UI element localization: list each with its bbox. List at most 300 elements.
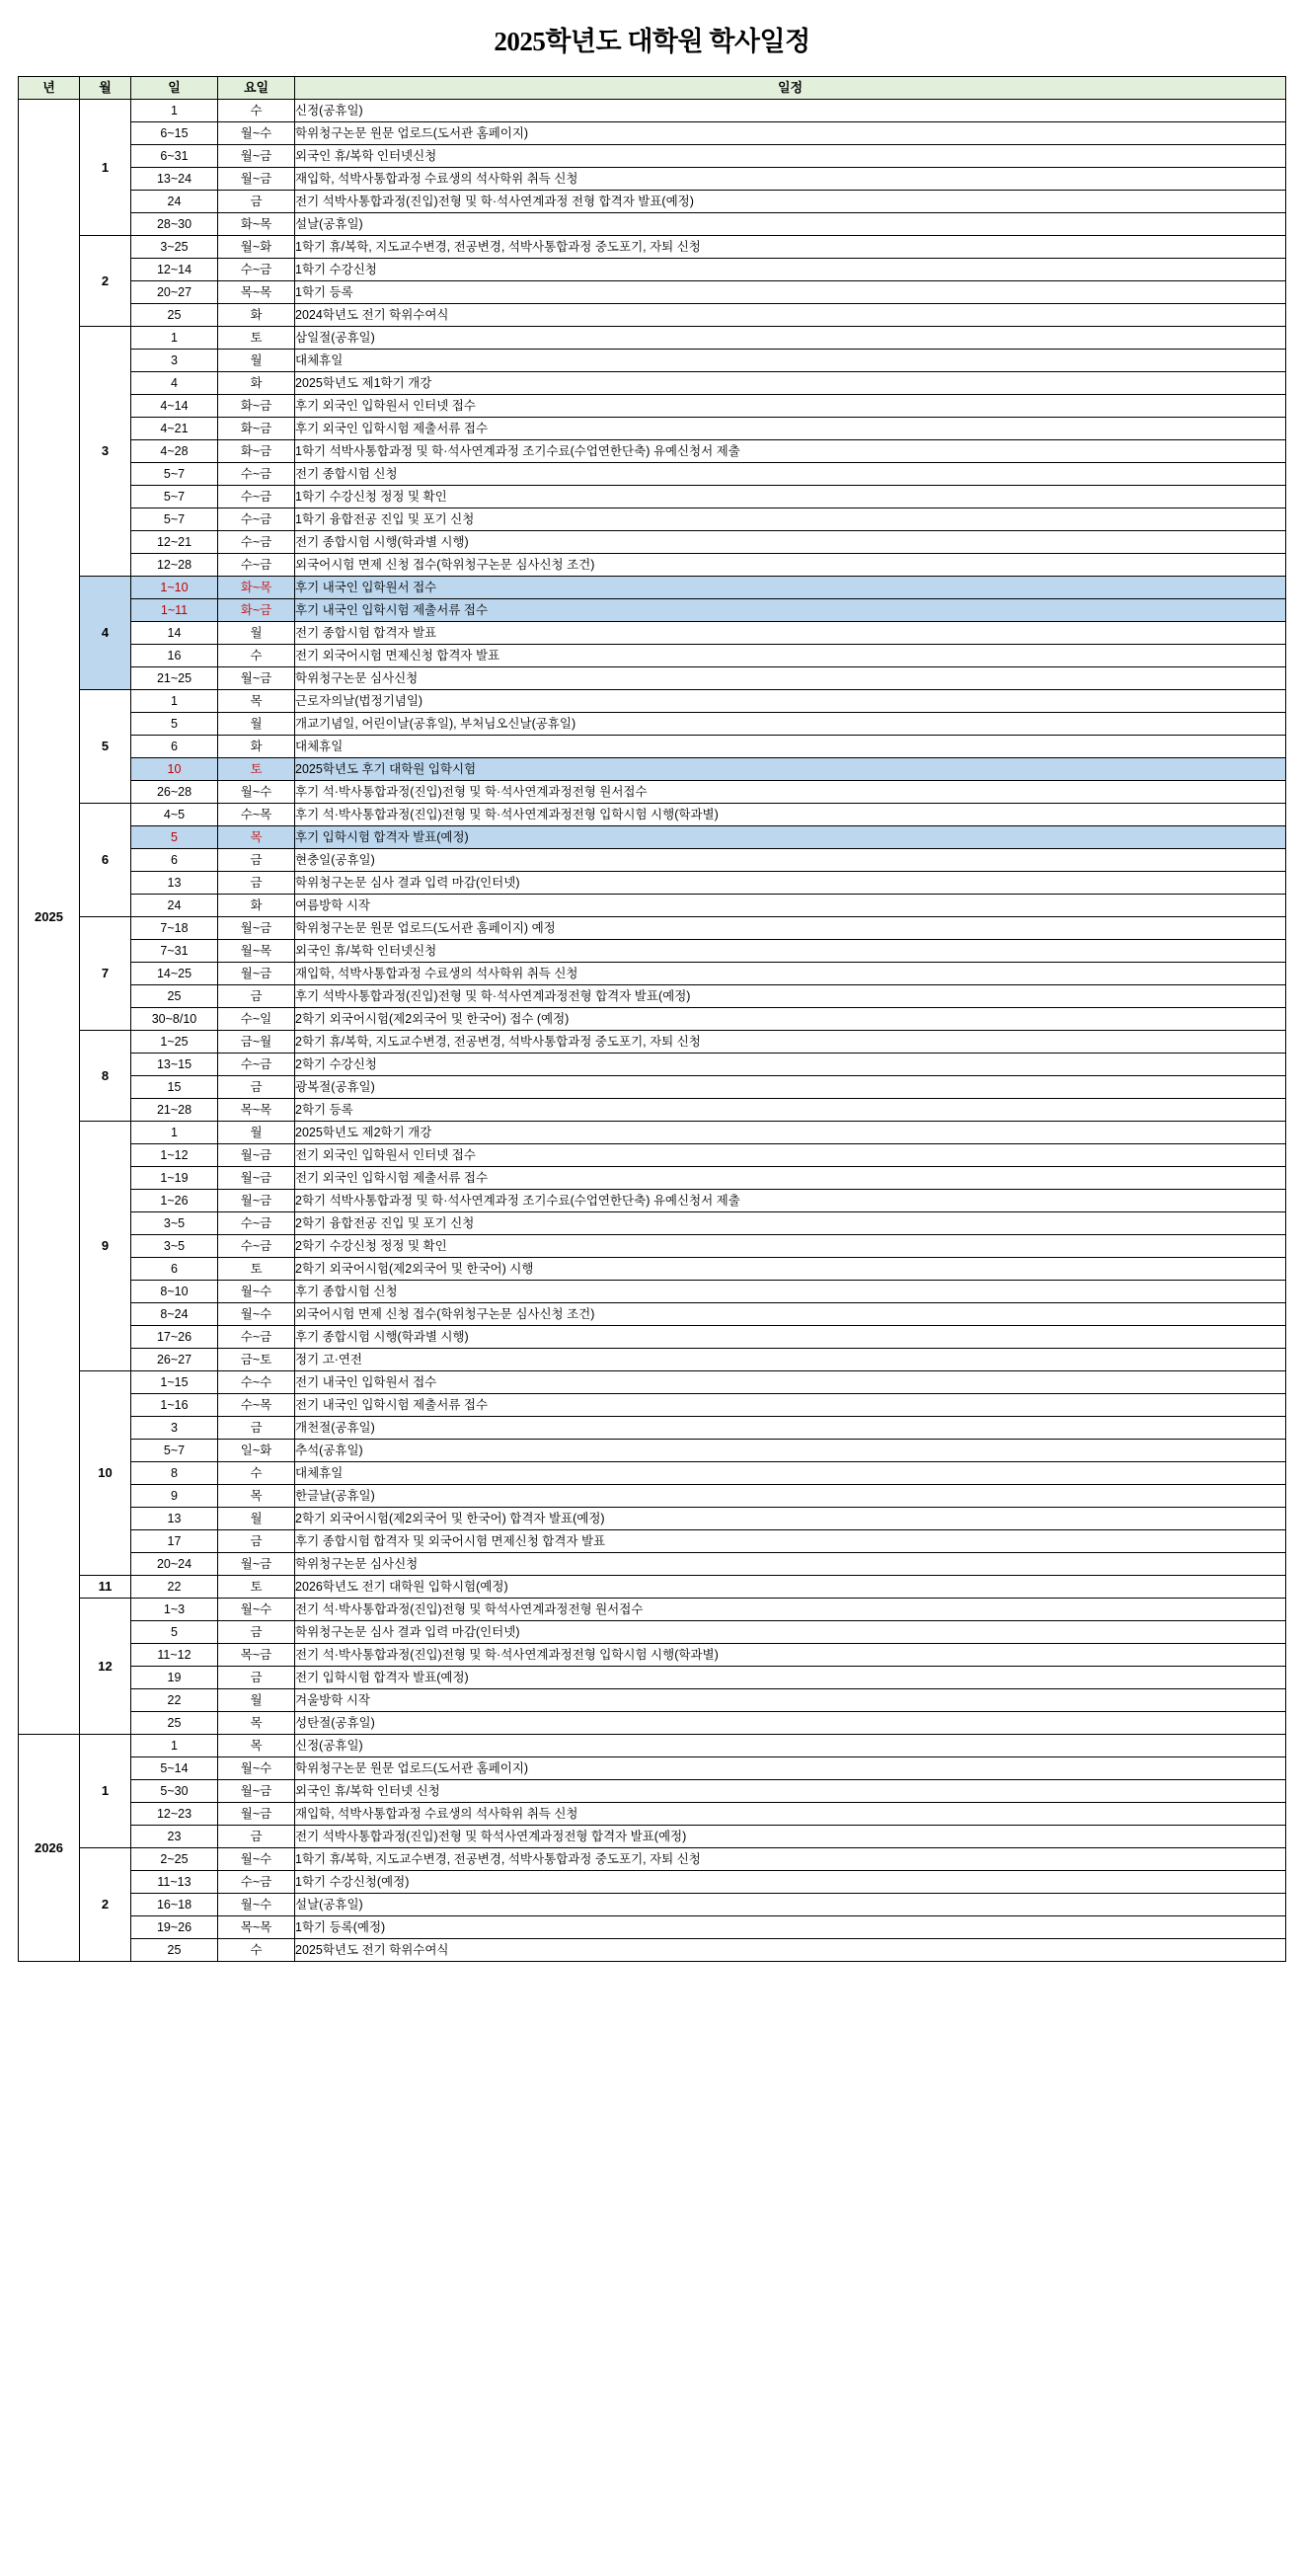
day-cell: 6 — [131, 1258, 218, 1281]
table-row — [19, 531, 1286, 554]
table-row — [19, 1212, 1286, 1235]
event-cell: 정기 고·연전 — [295, 1349, 1286, 1371]
table-row — [19, 1440, 1286, 1462]
table-row — [19, 577, 1286, 599]
table-row — [19, 1008, 1286, 1031]
event-cell: 학위청구논문 심사 결과 입력 마감(인터넷) — [295, 1621, 1286, 1644]
event-cell: 겨울방학 시작 — [295, 1689, 1286, 1712]
table-row — [19, 1939, 1286, 1962]
weekday-cell: 토 — [218, 327, 295, 350]
day-cell: 23 — [131, 1826, 218, 1848]
weekday-cell: 금 — [218, 191, 295, 213]
day-cell: 4~5 — [131, 804, 218, 826]
header-row — [19, 77, 1286, 100]
day-cell: 4 — [131, 372, 218, 395]
table-row — [19, 1462, 1286, 1485]
table-row — [19, 1826, 1286, 1848]
table-row — [19, 872, 1286, 895]
weekday-cell: 금~토 — [218, 1349, 295, 1371]
day-cell: 5~7 — [131, 463, 218, 486]
weekday-cell: 목 — [218, 1485, 295, 1508]
weekday-cell: 월 — [218, 1122, 295, 1144]
event-cell: 2학기 융합전공 진입 및 포기 신청 — [295, 1212, 1286, 1235]
day-cell: 30~8/10 — [131, 1008, 218, 1031]
weekday-cell: 월~금 — [218, 667, 295, 690]
table-row — [19, 122, 1286, 145]
event-cell: 학위청구논문 심사신청 — [295, 667, 1286, 690]
weekday-cell: 목 — [218, 1735, 295, 1757]
day-cell: 8~10 — [131, 1281, 218, 1303]
weekday-cell: 월~금 — [218, 1553, 295, 1576]
weekday-cell: 목~목 — [218, 1099, 295, 1122]
day-cell: 6~31 — [131, 145, 218, 168]
weekday-cell: 수~금 — [218, 1871, 295, 1894]
weekday-cell: 월 — [218, 622, 295, 645]
day-cell: 7~31 — [131, 940, 218, 963]
day-cell: 25 — [131, 1939, 218, 1962]
day-cell: 14 — [131, 622, 218, 645]
day-cell: 12~23 — [131, 1803, 218, 1826]
day-cell: 12~21 — [131, 531, 218, 554]
weekday-cell: 수~금 — [218, 1212, 295, 1235]
day-cell: 13 — [131, 872, 218, 895]
day-cell: 1~15 — [131, 1371, 218, 1394]
weekday-cell: 월 — [218, 713, 295, 736]
weekday-cell: 수~목 — [218, 1394, 295, 1417]
table-row — [19, 1712, 1286, 1735]
day-cell: 5~7 — [131, 1440, 218, 1462]
event-cell: 전기 외국어시험 면제신청 합격자 발표 — [295, 645, 1286, 667]
table-row — [19, 1894, 1286, 1916]
event-cell: 외국인 휴/복학 인터넷 신청 — [295, 1780, 1286, 1803]
month-cell: 11 — [80, 1576, 131, 1599]
event-cell: 외국인 휴/복학 인터넷신청 — [295, 940, 1286, 963]
table-row — [19, 849, 1286, 872]
weekday-cell: 수~수 — [218, 1371, 295, 1394]
month-cell: 1 — [80, 1735, 131, 1848]
table-row — [19, 1303, 1286, 1326]
event-cell: 후기 외국인 입학시험 제출서류 접수 — [295, 418, 1286, 440]
weekday-cell: 월~금 — [218, 168, 295, 191]
event-cell: 1학기 등록(예정) — [295, 1916, 1286, 1939]
table-row — [19, 1553, 1286, 1576]
table-row — [19, 667, 1286, 690]
day-cell: 19~26 — [131, 1916, 218, 1939]
weekday-cell: 토 — [218, 1258, 295, 1281]
weekday-cell: 월~금 — [218, 1144, 295, 1167]
table-row — [19, 1689, 1286, 1712]
column-header-day: 일 — [131, 77, 218, 100]
table-row — [19, 1076, 1286, 1099]
event-cell: 전기 외국인 입학시험 제출서류 접수 — [295, 1167, 1286, 1190]
event-cell: 1학기 수강신청 — [295, 259, 1286, 281]
day-cell: 4~28 — [131, 440, 218, 463]
weekday-cell: 월~수 — [218, 1757, 295, 1780]
event-cell: 1학기 휴/복학, 지도교수변경, 전공변경, 석박사통합과정 중도포기, 자퇴 신청 — [295, 1848, 1286, 1871]
day-cell: 1 — [131, 690, 218, 713]
event-cell: 전기 내국인 입학시험 제출서류 접수 — [295, 1394, 1286, 1417]
day-cell: 3~5 — [131, 1212, 218, 1235]
column-header-year: 년 — [19, 77, 80, 100]
day-cell: 5~14 — [131, 1757, 218, 1780]
weekday-cell: 금 — [218, 1417, 295, 1440]
event-cell: 전기 외국인 입학원서 인터넷 접수 — [295, 1144, 1286, 1167]
event-cell: 1학기 융합전공 진입 및 포기 신청 — [295, 508, 1286, 531]
page-title: 2025학년도 대학원 학사일정 — [494, 27, 810, 56]
table-row — [19, 508, 1286, 531]
event-cell: 전기 종합시험 시행(학과별 시행) — [295, 531, 1286, 554]
day-cell: 26~27 — [131, 1349, 218, 1371]
event-cell: 후기 종합시험 신청 — [295, 1281, 1286, 1303]
table-row — [19, 1258, 1286, 1281]
table-row — [19, 1167, 1286, 1190]
weekday-cell: 수 — [218, 1939, 295, 1962]
weekday-cell: 월 — [218, 1508, 295, 1530]
day-cell: 1~12 — [131, 1144, 218, 1167]
day-cell: 24 — [131, 191, 218, 213]
table-row — [19, 826, 1286, 849]
year-cell: 2025 — [19, 100, 80, 1735]
event-cell: 2025학년도 제1학기 개강 — [295, 372, 1286, 395]
weekday-cell: 수~금 — [218, 259, 295, 281]
day-cell: 1 — [131, 100, 218, 122]
weekday-cell: 수~금 — [218, 486, 295, 508]
table-row — [19, 463, 1286, 486]
event-cell: 1학기 석박사통합과정 및 학·석사연계과정 조기수료(수업연한단축) 유예신청서 제출 — [295, 440, 1286, 463]
day-cell: 25 — [131, 1712, 218, 1735]
event-cell: 신정(공휴일) — [295, 100, 1286, 122]
day-cell: 7~18 — [131, 917, 218, 940]
table-row — [19, 1281, 1286, 1303]
weekday-cell: 화 — [218, 736, 295, 758]
day-cell: 21~28 — [131, 1099, 218, 1122]
weekday-cell: 금 — [218, 985, 295, 1008]
day-cell: 6 — [131, 736, 218, 758]
day-cell: 12~14 — [131, 259, 218, 281]
day-cell: 28~30 — [131, 213, 218, 236]
day-cell: 16~18 — [131, 1894, 218, 1916]
column-header-event: 일정 — [295, 77, 1286, 100]
table-row — [19, 1667, 1286, 1689]
day-cell: 17~26 — [131, 1326, 218, 1349]
table-row — [19, 917, 1286, 940]
table-row — [19, 145, 1286, 168]
weekday-cell: 월~금 — [218, 1190, 295, 1212]
day-cell: 1~19 — [131, 1167, 218, 1190]
table-row — [19, 1417, 1286, 1440]
event-cell: 현충일(공휴일) — [295, 849, 1286, 872]
weekday-cell: 수~목 — [218, 804, 295, 826]
weekday-cell: 토 — [218, 1576, 295, 1599]
table-row — [19, 1144, 1286, 1167]
table-row — [19, 1871, 1286, 1894]
day-cell: 6~15 — [131, 122, 218, 145]
table-row — [19, 736, 1286, 758]
weekday-cell: 화 — [218, 895, 295, 917]
table-row — [19, 1644, 1286, 1667]
weekday-cell: 화~금 — [218, 395, 295, 418]
weekday-cell: 월~수 — [218, 1303, 295, 1326]
month-cell: 2 — [80, 1848, 131, 1962]
day-cell: 20~24 — [131, 1553, 218, 1576]
event-cell: 학위청구논문 원문 업로드(도서관 홈페이지) — [295, 1757, 1286, 1780]
table-row — [19, 804, 1286, 826]
event-cell: 전기 입학시험 합격자 발표(예정) — [295, 1667, 1286, 1689]
weekday-cell: 화~금 — [218, 440, 295, 463]
table-row — [19, 281, 1286, 304]
weekday-cell: 목~목 — [218, 1916, 295, 1939]
event-cell: 한글날(공휴일) — [295, 1485, 1286, 1508]
day-cell: 25 — [131, 985, 218, 1008]
day-cell: 26~28 — [131, 781, 218, 804]
column-header-weekday: 요일 — [218, 77, 295, 100]
event-cell: 후기 외국인 입학원서 인터넷 접수 — [295, 395, 1286, 418]
event-cell: 전기 석·박사통합과정(진입)전형 및 학·석사연계과정전형 입학시험 시행(학과별) — [295, 1644, 1286, 1667]
event-cell: 2학기 석박사통합과정 및 학·석사연계과정 조기수료(수업연한단축) 유예신청서 제출 — [295, 1190, 1286, 1212]
event-cell: 후기 입학시험 합격자 발표(예정) — [295, 826, 1286, 849]
table-row — [19, 599, 1286, 622]
table-row — [19, 1031, 1286, 1054]
weekday-cell: 월~금 — [218, 917, 295, 940]
day-cell: 5 — [131, 1621, 218, 1644]
weekday-cell: 화 — [218, 304, 295, 327]
table-row — [19, 236, 1286, 259]
weekday-cell: 월 — [218, 350, 295, 372]
day-cell: 1 — [131, 1122, 218, 1144]
event-cell: 설날(공휴일) — [295, 213, 1286, 236]
event-cell: 2024학년도 전기 학위수여식 — [295, 304, 1286, 327]
weekday-cell: 수~일 — [218, 1008, 295, 1031]
weekday-cell: 금 — [218, 1530, 295, 1553]
weekday-cell: 금 — [218, 1621, 295, 1644]
table-row — [19, 1576, 1286, 1599]
table-row — [19, 985, 1286, 1008]
academic-calendar-table — [18, 76, 1286, 1962]
table-row — [19, 690, 1286, 713]
weekday-cell: 화~금 — [218, 599, 295, 622]
event-cell: 전기 석·박사통합과정(진입)전형 및 학석사연계과정전형 원서접수 — [295, 1599, 1286, 1621]
year-cell: 2026 — [19, 1735, 80, 1962]
table-row — [19, 486, 1286, 508]
weekday-cell: 월~수 — [218, 1848, 295, 1871]
event-cell: 재입학, 석박사통합과정 수료생의 석사학위 취득 신청 — [295, 1803, 1286, 1826]
day-cell: 1 — [131, 1735, 218, 1757]
event-cell: 1학기 수강신청 정정 및 확인 — [295, 486, 1286, 508]
event-cell: 2학기 외국어시험(제2외국어 및 한국어) 합격자 발표(예정) — [295, 1508, 1286, 1530]
table-header — [19, 77, 1286, 100]
event-cell: 후기 석·박사통합과정(진입)전형 및 학·석사연계과정전형 입학시험 시행(학과별) — [295, 804, 1286, 826]
event-cell: 2학기 외국어시험(제2외국어 및 한국어) 시행 — [295, 1258, 1286, 1281]
table-row — [19, 1099, 1286, 1122]
event-cell: 전기 종합시험 합격자 발표 — [295, 622, 1286, 645]
weekday-cell: 월~화 — [218, 236, 295, 259]
event-cell: 전기 종합시험 신청 — [295, 463, 1286, 486]
weekday-cell: 금 — [218, 1826, 295, 1848]
event-cell: 외국어시험 면제 신청 접수(학위청구논문 심사신청 조건) — [295, 1303, 1286, 1326]
table-row — [19, 1735, 1286, 1757]
day-cell: 11~13 — [131, 1871, 218, 1894]
day-cell: 1~3 — [131, 1599, 218, 1621]
event-cell: 후기 석박사통합과정(진입)전형 및 학·석사연계과정전형 합격자 발표(예정) — [295, 985, 1286, 1008]
day-cell: 4~21 — [131, 418, 218, 440]
event-cell: 설날(공휴일) — [295, 1894, 1286, 1916]
event-cell: 전기 석박사통합과정(진입)전형 및 학·석사연계과정 전형 합격자 발표(예정) — [295, 191, 1286, 213]
day-cell: 11~12 — [131, 1644, 218, 1667]
table-row — [19, 781, 1286, 804]
day-cell: 1~26 — [131, 1190, 218, 1212]
weekday-cell: 월~목 — [218, 940, 295, 963]
event-cell: 2학기 등록 — [295, 1099, 1286, 1122]
month-cell: 8 — [80, 1031, 131, 1122]
event-cell: 2025학년도 전기 학위수여식 — [295, 1939, 1286, 1962]
month-cell: 6 — [80, 804, 131, 917]
table-row — [19, 645, 1286, 667]
event-cell: 전기 내국인 입학원서 접수 — [295, 1371, 1286, 1394]
weekday-cell: 수~금 — [218, 554, 295, 577]
event-cell: 성탄절(공휴일) — [295, 1712, 1286, 1735]
day-cell: 13 — [131, 1508, 218, 1530]
event-cell: 2학기 외국어시험(제2외국어 및 한국어) 접수 (예정) — [295, 1008, 1286, 1031]
table-row — [19, 1371, 1286, 1394]
weekday-cell: 월~수 — [218, 1281, 295, 1303]
day-cell: 8~24 — [131, 1303, 218, 1326]
weekday-cell: 월~수 — [218, 781, 295, 804]
day-cell: 5 — [131, 826, 218, 849]
event-cell: 후기 종합시험 시행(학과별 시행) — [295, 1326, 1286, 1349]
day-cell: 20~27 — [131, 281, 218, 304]
table-row — [19, 213, 1286, 236]
weekday-cell: 목~목 — [218, 281, 295, 304]
day-cell: 22 — [131, 1576, 218, 1599]
weekday-cell: 금 — [218, 1667, 295, 1689]
table-row — [19, 940, 1286, 963]
day-cell: 6 — [131, 849, 218, 872]
day-cell: 8 — [131, 1462, 218, 1485]
table-row — [19, 304, 1286, 327]
day-cell: 1~10 — [131, 577, 218, 599]
weekday-cell: 목 — [218, 826, 295, 849]
weekday-cell: 목 — [218, 1712, 295, 1735]
month-cell: 5 — [80, 690, 131, 804]
weekday-cell: 목~금 — [218, 1644, 295, 1667]
table-row — [19, 100, 1286, 122]
day-cell: 24 — [131, 895, 218, 917]
day-cell: 3~5 — [131, 1235, 218, 1258]
event-cell: 2026학년도 전기 대학원 입학시험(예정) — [295, 1576, 1286, 1599]
table-row — [19, 1349, 1286, 1371]
table-row — [19, 1916, 1286, 1939]
day-cell: 1 — [131, 327, 218, 350]
weekday-cell: 수~금 — [218, 1054, 295, 1076]
weekday-cell: 금 — [218, 1076, 295, 1099]
day-cell: 3 — [131, 350, 218, 372]
day-cell: 16 — [131, 645, 218, 667]
day-cell: 3 — [131, 1417, 218, 1440]
table-row — [19, 1780, 1286, 1803]
day-cell: 14~25 — [131, 963, 218, 985]
event-cell: 외국어시험 면제 신청 접수(학위청구논문 심사신청 조건) — [295, 554, 1286, 577]
event-cell: 여름방학 시작 — [295, 895, 1286, 917]
weekday-cell: 목 — [218, 690, 295, 713]
month-cell: 3 — [80, 327, 131, 577]
table-row — [19, 191, 1286, 213]
event-cell: 개천절(공휴일) — [295, 1417, 1286, 1440]
month-cell: 4 — [80, 577, 131, 690]
weekday-cell: 수~금 — [218, 463, 295, 486]
event-cell: 재입학, 석박사통합과정 수료생의 석사학위 취득 신청 — [295, 168, 1286, 191]
weekday-cell: 금~월 — [218, 1031, 295, 1054]
event-cell: 학위청구논문 심사 결과 입력 마감(인터넷) — [295, 872, 1286, 895]
weekday-cell: 수 — [218, 1462, 295, 1485]
event-cell: 신정(공휴일) — [295, 1735, 1286, 1757]
event-cell: 후기 내국인 입학시험 제출서류 접수 — [295, 599, 1286, 622]
weekday-cell: 수 — [218, 100, 295, 122]
column-header-month: 월 — [80, 77, 131, 100]
event-cell: 근로자의날(법정기념일) — [295, 690, 1286, 713]
day-cell: 5~7 — [131, 508, 218, 531]
event-cell: 2학기 수강신청 정정 및 확인 — [295, 1235, 1286, 1258]
event-cell: 대체휴일 — [295, 350, 1286, 372]
event-cell: 2025학년도 후기 대학원 입학시험 — [295, 758, 1286, 781]
event-cell: 1학기 휴/복학, 지도교수변경, 전공변경, 석박사통합과정 중도포기, 자퇴 신청 — [295, 236, 1286, 259]
weekday-cell: 월 — [218, 1689, 295, 1712]
table-row — [19, 168, 1286, 191]
day-cell: 19 — [131, 1667, 218, 1689]
day-cell: 5 — [131, 713, 218, 736]
table-row — [19, 1848, 1286, 1871]
event-cell: 재입학, 석박사통합과정 수료생의 석사학위 취득 신청 — [295, 963, 1286, 985]
table-row — [19, 1757, 1286, 1780]
day-cell: 13~15 — [131, 1054, 218, 1076]
weekday-cell: 토 — [218, 758, 295, 781]
weekday-cell: 수 — [218, 645, 295, 667]
table-row — [19, 1508, 1286, 1530]
weekday-cell: 수~금 — [218, 1326, 295, 1349]
event-cell: 외국인 휴/복학 인터넷신청 — [295, 145, 1286, 168]
weekday-cell: 월~수 — [218, 1894, 295, 1916]
event-cell: 학위청구논문 심사신청 — [295, 1553, 1286, 1576]
weekday-cell: 월~금 — [218, 1167, 295, 1190]
weekday-cell: 월~수 — [218, 1599, 295, 1621]
weekday-cell: 월~금 — [218, 963, 295, 985]
table-row — [19, 395, 1286, 418]
event-cell: 후기 종합시험 합격자 및 외국어시험 면제신청 합격자 발표 — [295, 1530, 1286, 1553]
event-cell: 광복절(공휴일) — [295, 1076, 1286, 1099]
event-cell: 학위청구논문 원문 업로드(도서관 홈페이지) 예정 — [295, 917, 1286, 940]
table-row — [19, 1190, 1286, 1212]
event-cell: 학위청구논문 원문 업로드(도서관 홈페이지) — [295, 122, 1286, 145]
table-row — [19, 713, 1286, 736]
day-cell: 17 — [131, 1530, 218, 1553]
month-cell: 7 — [80, 917, 131, 1031]
day-cell: 21~25 — [131, 667, 218, 690]
day-cell: 5~7 — [131, 486, 218, 508]
weekday-cell: 월~금 — [218, 1803, 295, 1826]
event-cell: 대체휴일 — [295, 736, 1286, 758]
event-cell: 삼일절(공휴일) — [295, 327, 1286, 350]
table-row — [19, 622, 1286, 645]
day-cell: 12~28 — [131, 554, 218, 577]
table-row — [19, 895, 1286, 917]
day-cell: 25 — [131, 304, 218, 327]
table-row — [19, 1530, 1286, 1553]
event-cell: 2025학년도 제2학기 개강 — [295, 1122, 1286, 1144]
month-cell: 2 — [80, 236, 131, 327]
table-row — [19, 1394, 1286, 1417]
weekday-cell: 화 — [218, 372, 295, 395]
weekday-cell: 월~수 — [218, 122, 295, 145]
weekday-cell: 월~금 — [218, 1780, 295, 1803]
